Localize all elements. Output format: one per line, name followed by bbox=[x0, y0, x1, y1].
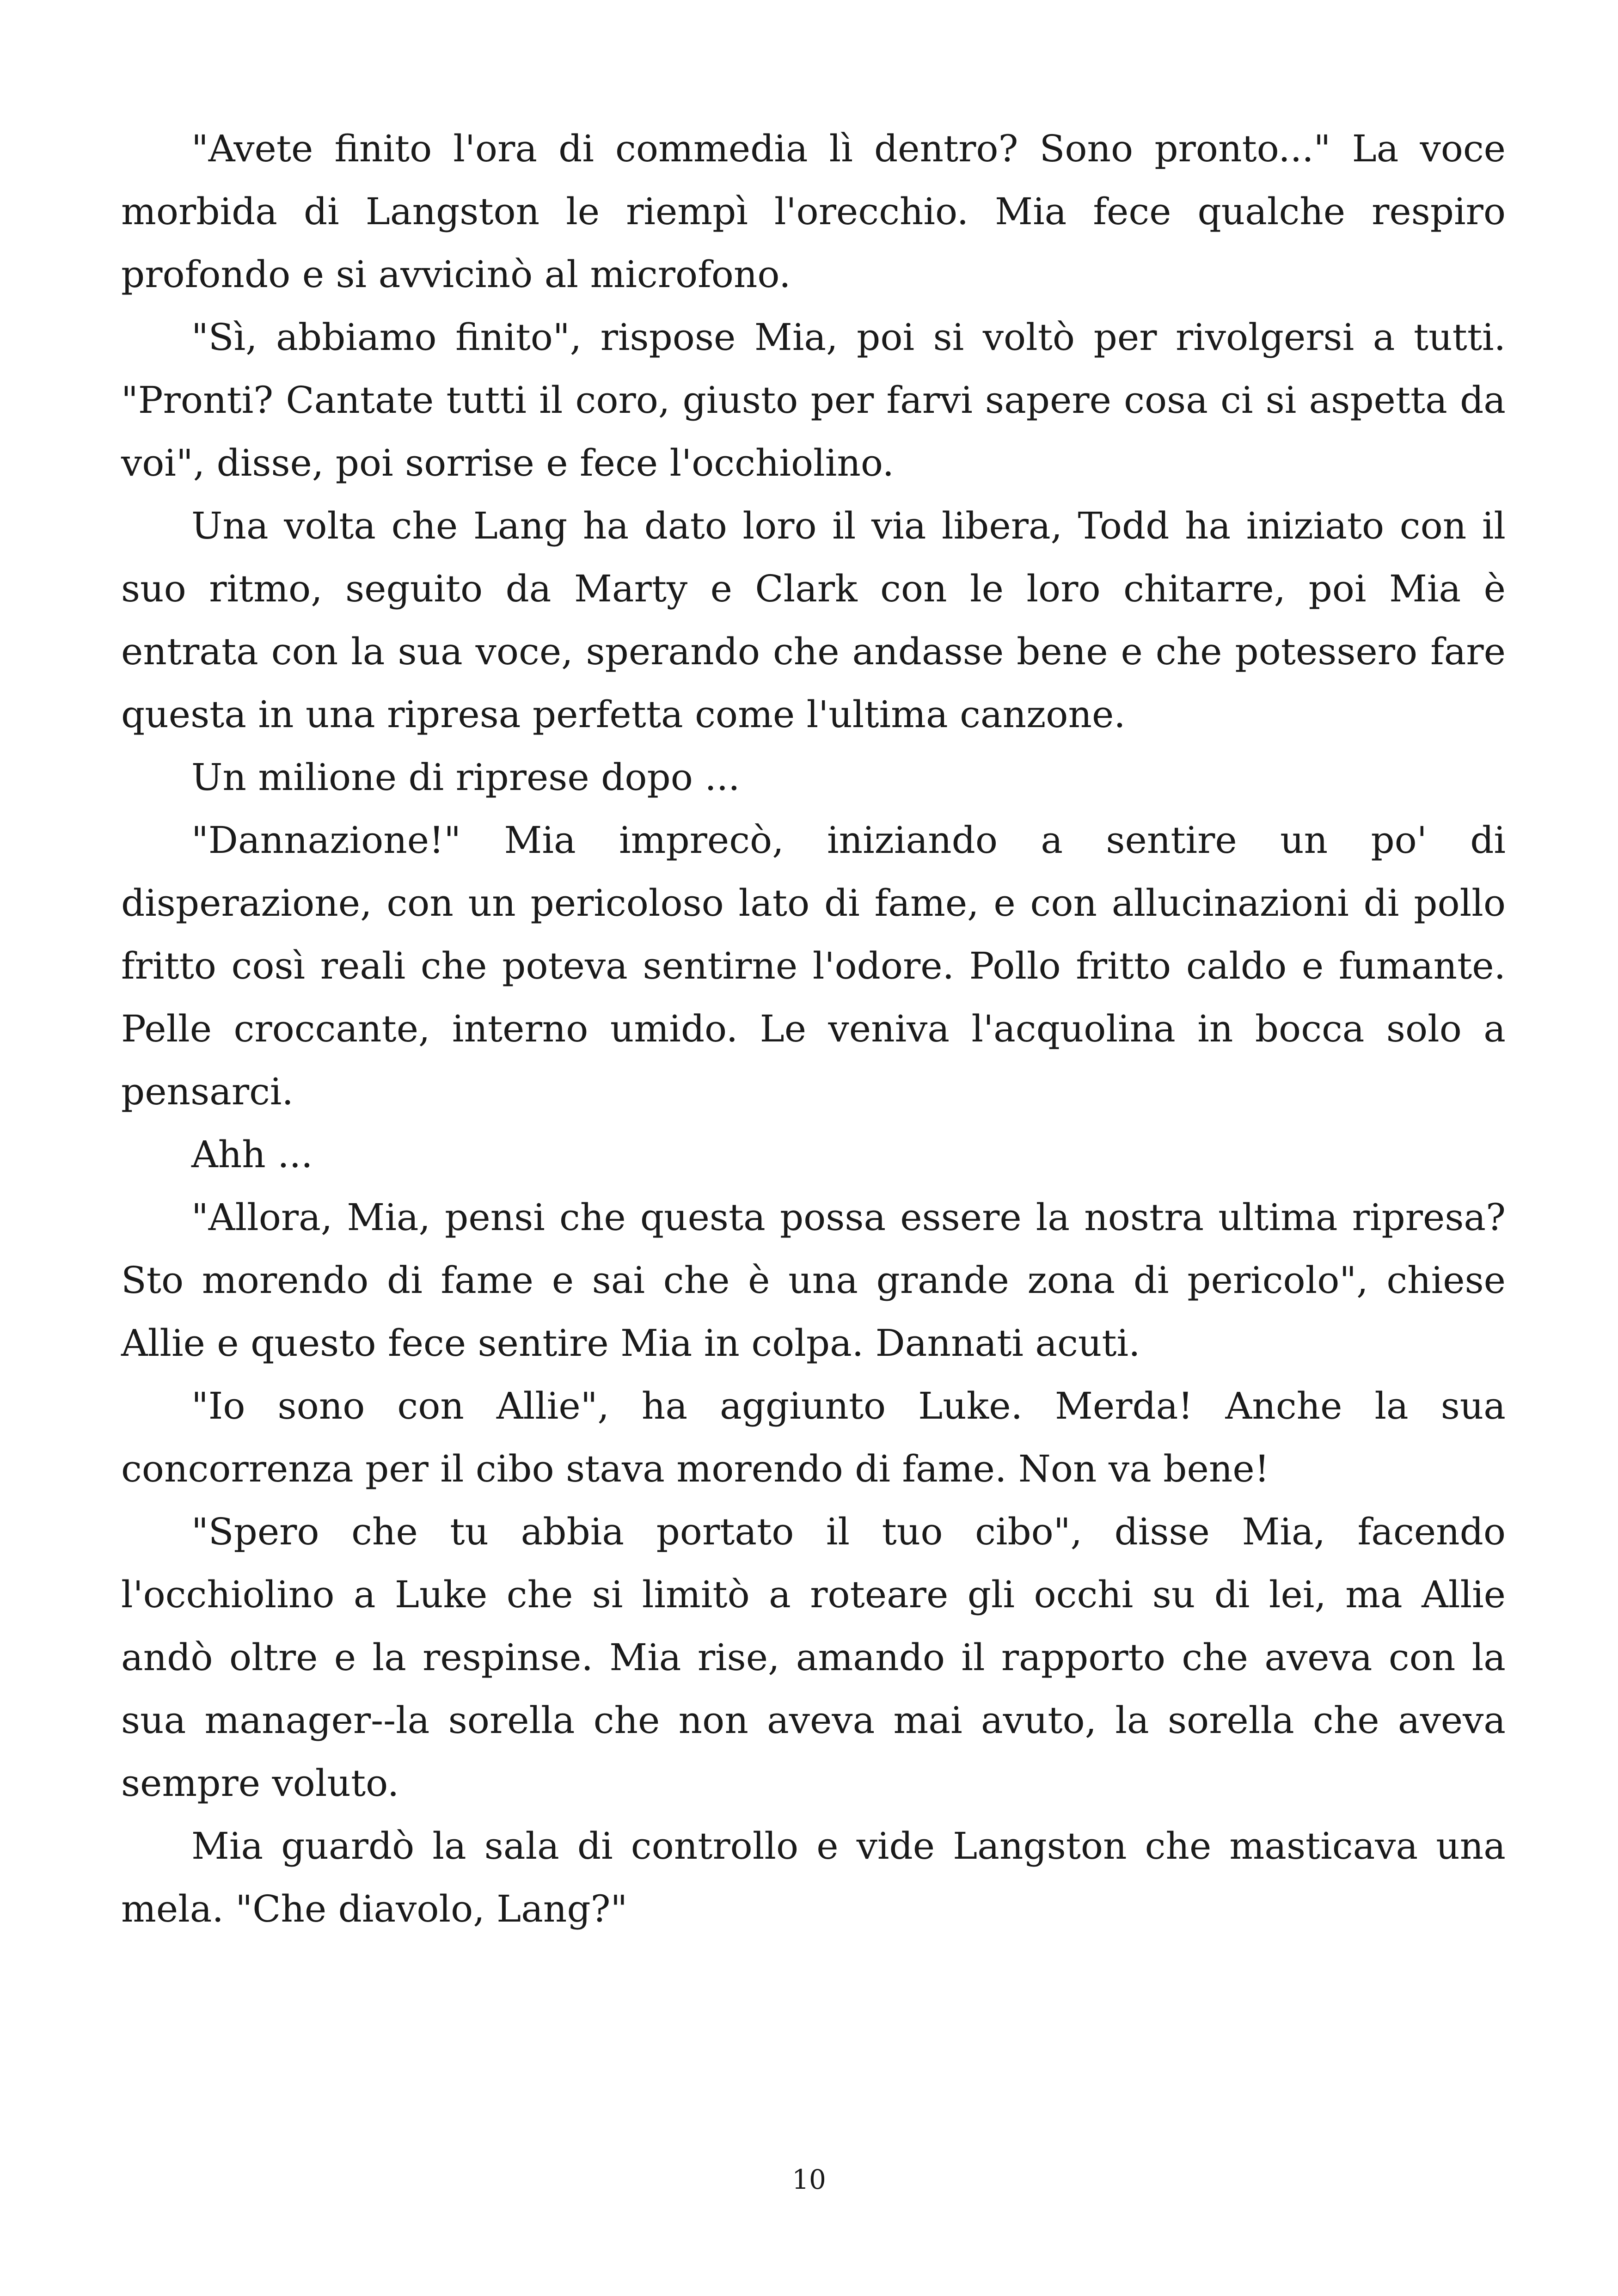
paragraph: Una volta che Lang ha dato loro il via libera, Todd ha iniziato con il suo ritmo, seguito da Marty e Clark con le loro chitarre, poi Mia è entrata con la sua voce, sperando che andasse bene e che potessero fare questa in una ripresa perfetta come l'ultima canzone. bbox=[121, 504, 1506, 736]
paragraph: "Sì, abbiamo finito", rispose Mia, poi si voltò per rivolgersi a tutti. "Pronti? Cantate tutti il coro, giusto per farvi sapere cosa ci si aspetta da voi", disse, poi sorrise e fece l'occhiolino. bbox=[121, 316, 1506, 484]
paragraph: "Allora, Mia, pensi che questa possa essere la nostra ultima ripresa? Sto morendo di fame e sai che è una grande zona di pericolo", chiese Allie e questo fece sentire Mia in colpa. Dannati acuti. bbox=[121, 1196, 1506, 1365]
page-body bbox=[121, 117, 1506, 1941]
page-number: 10 bbox=[792, 2164, 826, 2195]
paragraph: "Dannazione!" Mia imprecò, iniziando a sentire un po' di disperazione, con un pericoloso lato di fame, e con allucinazioni di pollo fritto così reali che poteva sentirne l'odore. Pollo fritto caldo e fumante. Pelle croccante, interno umido. Le veniva l'acquolina in bocca solo a pensarci. bbox=[121, 819, 1506, 1113]
paragraph: Ahh ... bbox=[191, 1133, 313, 1176]
paragraph: Un milione di riprese dopo ... bbox=[191, 756, 740, 799]
paragraph: "Avete finito l'ora di commedia lì dentro? Sono pronto..." La voce morbida di Langston le riempì l'orecchio. Mia fece qualche respiro profondo e si avvicinò al microfono. bbox=[121, 127, 1506, 296]
paragraph: "Spero che tu abbia portato il tuo cibo", disse Mia, facendo l'occhiolino a Luke che si limitò a roteare gli occhi su di lei, ma Allie andò oltre e la respinse. Mia rise, amando il rapporto che aveva con la sua manager--la sorella che non aveva mai avuto, la sorella che aveva sempre voluto. bbox=[121, 1510, 1506, 1805]
paragraph: "Io sono con Allie", ha aggiunto Luke. Merda! Anche la sua concorrenza per il cibo stava morendo di fame. Non va bene! bbox=[121, 1384, 1506, 1490]
paragraph: Mia guardò la sala di controllo e vide Langston che masticava una mela. "Che diavolo, Lang?" bbox=[121, 1825, 1506, 1930]
